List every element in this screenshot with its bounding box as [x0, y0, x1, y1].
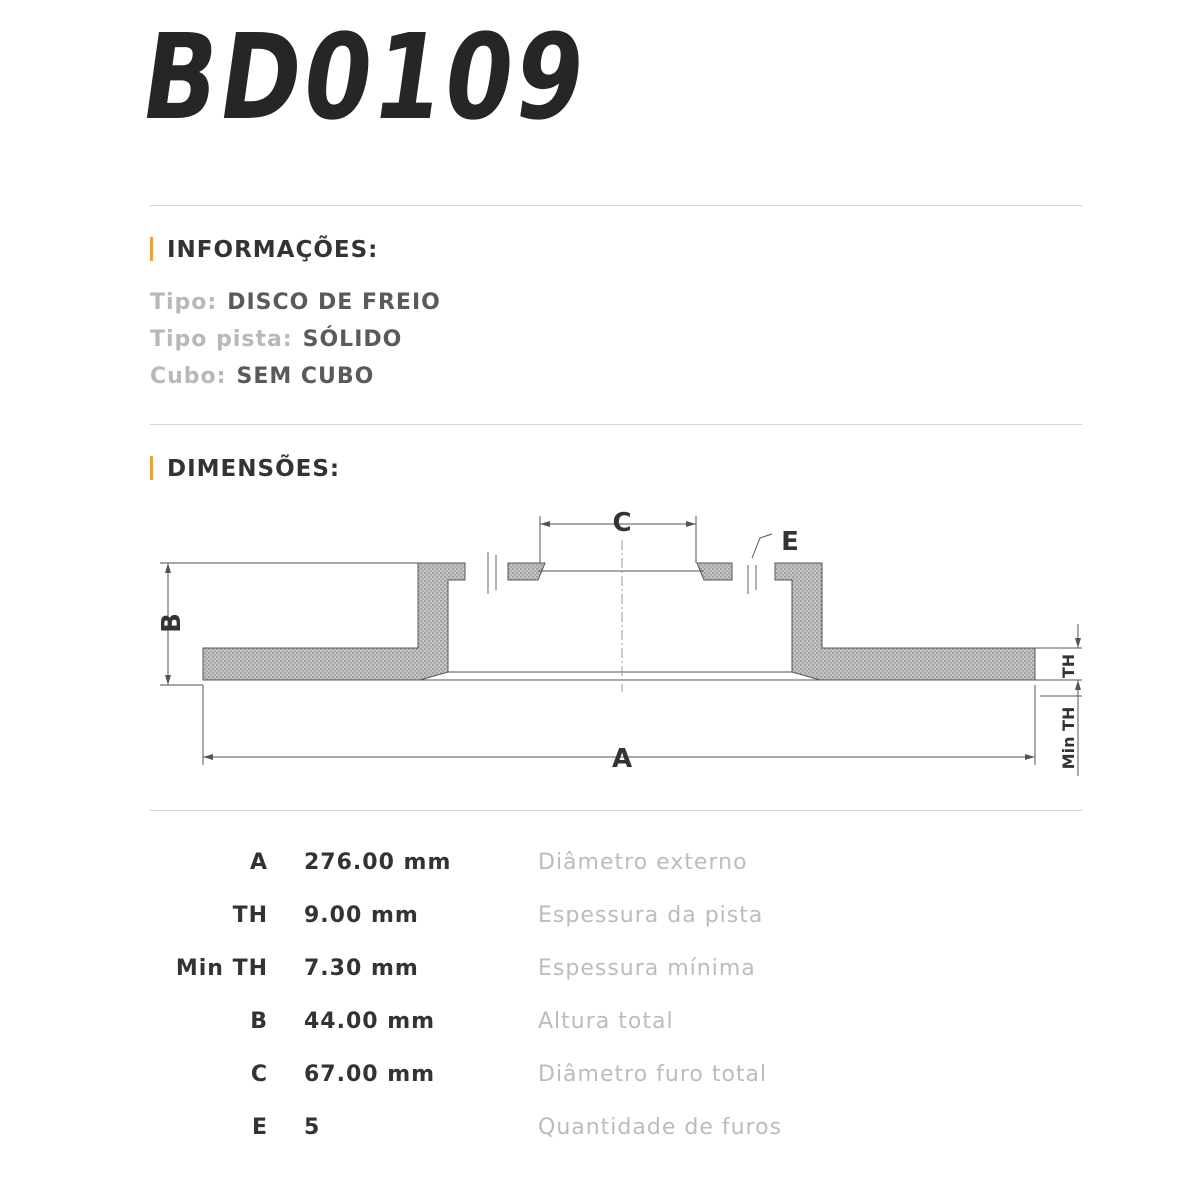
info-key: Tipo pista:: [150, 327, 293, 352]
dim-label-a: A: [611, 744, 633, 774]
spec-value: 9.00 mm: [304, 903, 419, 928]
part-number-title: BD0109: [134, 8, 597, 146]
spec-description: Diâmetro externo: [538, 850, 748, 875]
dim-label-b: B: [157, 613, 187, 633]
dim-label-th: TH: [1059, 653, 1078, 679]
spec-description: Espessura mínima: [538, 956, 756, 981]
dim-label-e: E: [781, 527, 799, 557]
dim-label-min-th: Min TH: [1059, 706, 1078, 770]
info-key: Cubo:: [150, 364, 227, 389]
disc-section-left: [203, 563, 465, 680]
spec-key: Min TH: [175, 956, 268, 981]
spec-row: [0, 1115, 1200, 1155]
spec-row: [0, 1009, 1200, 1049]
spec-key: A: [249, 850, 268, 875]
spec-description: Espessura da pista: [538, 903, 764, 928]
spec-value: 7.30 mm: [304, 956, 419, 981]
info-heading-label: INFORMAÇÕES:: [167, 237, 379, 263]
dim-label-c: C: [612, 508, 632, 538]
divider: [150, 810, 1082, 811]
spec-description: Altura total: [538, 1009, 674, 1034]
info-value: SEM CUBO: [236, 364, 375, 389]
info-key: Tipo:: [150, 290, 218, 315]
disc-section-right: [775, 563, 1035, 680]
spec-description: Quantidade de furos: [538, 1115, 783, 1140]
info-value: DISCO DE FREIO: [227, 290, 441, 315]
spec-key: E: [251, 1115, 268, 1140]
spec-value: 44.00 mm: [304, 1009, 436, 1034]
spec-key: C: [250, 1062, 268, 1087]
spec-value: 276.00 mm: [304, 850, 452, 875]
spec-description: Diâmetro furo total: [538, 1062, 768, 1087]
spec-row: [0, 956, 1200, 996]
spec-value: 67.00 mm: [304, 1062, 436, 1087]
spec-row: [0, 1062, 1200, 1102]
spec-row: [0, 903, 1200, 943]
spec-key: TH: [232, 903, 268, 928]
spec-row: [0, 850, 1200, 890]
info-value: SÓLIDO: [302, 327, 403, 352]
spec-key: B: [250, 1009, 268, 1034]
dims-heading-label: DIMENSÕES:: [167, 456, 341, 482]
spec-value: 5: [304, 1115, 321, 1140]
